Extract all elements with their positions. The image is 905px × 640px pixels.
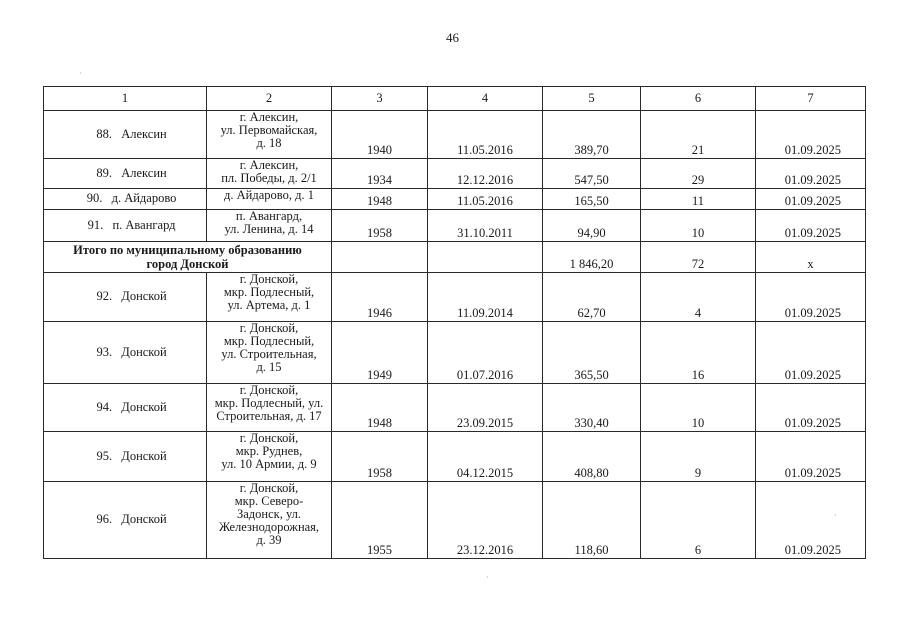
address-line: мкр. Руднев, [235,444,303,458]
area-cell: 1 846,20 [543,242,641,273]
year-cell: 1949 [332,322,428,384]
deadline-cell: 01.09.2025 [756,210,866,242]
residents-cell: 4 [641,273,756,322]
row-number: 88. [96,126,113,141]
residents-cell: 9 [641,432,756,482]
address-line: ул. Строительная, [221,347,317,361]
table-row [44,273,866,322]
year-cell: 1946 [332,273,428,322]
subtotal-label [44,242,332,273]
address-line: мкр. Северо- [234,494,304,508]
locality-name: Донской [121,344,167,359]
locality-cell [44,111,207,159]
column-header: 3 [332,87,428,111]
area-cell: 365,50 [543,322,641,384]
subtotal-label-line: город Донской [146,257,229,271]
year-cell: 1955 [332,482,428,559]
deadline-cell: 01.09.2025 [756,189,866,210]
locality-name: п. Авангард [112,217,176,232]
address-line: д. 18 [256,136,282,150]
date-cell: 23.09.2015 [428,384,543,432]
address-line: ул. 10 Армии, д. 9 [221,457,317,471]
residents-cell: 72 [641,242,756,273]
address-line: Железнодорожная, [218,520,320,534]
deadline-cell: х [756,242,866,273]
locality-cell [44,482,207,559]
scan-speck: · [834,511,837,520]
address-cell [207,210,332,242]
row-number: 96. [96,512,113,526]
address-line: Строительная, д. 17 [216,409,322,423]
residents-cell: 6 [641,482,756,559]
year-cell: 1948 [332,189,428,210]
date-cell: 11.05.2016 [428,189,543,210]
column-header: 4 [428,87,543,111]
locality-name: Донской [121,512,167,526]
address-line: Задонск, ул. [236,507,302,521]
area-cell: 94,90 [543,210,641,242]
row-number: 92. [96,289,113,303]
year-cell: 1940 [332,111,428,159]
address-cell [207,322,332,384]
row-number: 90. [86,191,103,205]
address-line: мкр. Подлесный, ул. [214,396,324,410]
deadline-cell: 01.09.2025 [756,273,866,322]
date-cell: 11.05.2016 [428,111,543,159]
date-cell: 31.10.2011 [428,210,543,242]
row-number: 94. [96,399,113,414]
address-line: г. Донской, [239,383,299,397]
deadline-cell: 01.09.2025 [756,159,866,189]
address-line: ул. Ленина, д. 14 [224,222,314,236]
subtotal-label-line: Итого по муниципальному образованию [73,243,302,257]
locality-cell [44,322,207,384]
address-line: ул. Первомайская, [220,123,318,137]
deadline-cell: 01.09.2025 [756,432,866,482]
locality-name: Донской [121,289,167,303]
area-cell: 330,40 [543,384,641,432]
scan-speck: · [79,69,82,78]
locality-cell [44,273,207,322]
deadline-cell: 01.09.2025 [756,111,866,159]
date-cell [428,242,543,273]
locality-cell [44,210,207,242]
address-cell [207,432,332,482]
date-cell: 11.09.2014 [428,273,543,322]
residents-cell: 21 [641,111,756,159]
address-line: г. Донской, [239,272,299,286]
address-line: пл. Победы, д. 2/1 [221,171,317,185]
deadline-cell: 01.09.2025 [756,482,866,559]
locality-cell [44,384,207,432]
address-cell [207,273,332,322]
address-cell [207,482,332,559]
column-header: 6 [641,87,756,111]
date-cell: 01.07.2016 [428,322,543,384]
year-cell: 1948 [332,384,428,432]
date-cell: 04.12.2015 [428,432,543,482]
residents-cell: 11 [641,189,756,210]
column-header: 2 [207,87,332,111]
address-line: д. 39 [256,533,282,547]
locality-name: д. Айдарово [111,191,177,205]
deadline-cell: 01.09.2025 [756,384,866,432]
locality-name: Донской [121,448,167,463]
address-line: п. Авангард, [235,209,303,223]
table-row [44,111,866,159]
address-line: д. Айдарово, д. 1 [224,188,314,202]
locality-name: Алексин [121,165,167,180]
address-line: д. 15 [256,360,282,374]
row-number: 93. [96,344,113,359]
column-header: 7 [756,87,866,111]
address-line: ул. Артема, д. 1 [227,298,311,312]
date-cell: 23.12.2016 [428,482,543,559]
table-row [44,210,866,242]
deadline-cell: 01.09.2025 [756,322,866,384]
table-row [44,384,866,432]
address-cell [207,111,332,159]
table-row [44,159,866,189]
year-cell: 1934 [332,159,428,189]
scan-speck: · [486,573,489,582]
address-line: мкр. Подлесный, [223,334,315,348]
address-cell [207,384,332,432]
year-cell: 1958 [332,210,428,242]
locality-cell [44,159,207,189]
page-number: 46 [446,30,459,45]
column-header: 1 [44,87,207,111]
locality-cell [44,189,207,210]
address-line: г. Алексин, [239,158,299,172]
area-cell: 389,70 [543,111,641,159]
locality-name: Донской [121,399,167,414]
area-cell: 62,70 [543,273,641,322]
date-cell: 12.12.2016 [428,159,543,189]
table-row [44,189,866,210]
row-number: 95. [96,448,113,463]
column-header: 5 [543,87,641,111]
address-line: г. Алексин, [239,110,299,124]
address-line: г. Донской, [239,481,299,495]
residents-cell: 10 [641,210,756,242]
table-row [44,322,866,384]
table-row [44,432,866,482]
column-number-row [44,87,866,111]
housing-registry-table [43,86,866,559]
year-cell: 1958 [332,432,428,482]
area-cell: 165,50 [543,189,641,210]
residents-cell: 29 [641,159,756,189]
address-line: мкр. Подлесный, [223,285,315,299]
table-row [44,482,866,559]
residents-cell: 16 [641,322,756,384]
area-cell: 118,60 [543,482,641,559]
residents-cell: 10 [641,384,756,432]
year-cell [332,242,428,273]
address-line: г. Донской, [239,431,299,445]
row-number: 91. [87,217,104,232]
locality-cell [44,432,207,482]
subtotal-row [44,242,866,273]
address-cell [207,189,332,210]
area-cell: 547,50 [543,159,641,189]
locality-name: Алексин [121,126,167,141]
area-cell: 408,80 [543,432,641,482]
address-line: г. Донской, [239,321,299,335]
address-cell [207,159,332,189]
row-number: 89. [96,165,113,180]
